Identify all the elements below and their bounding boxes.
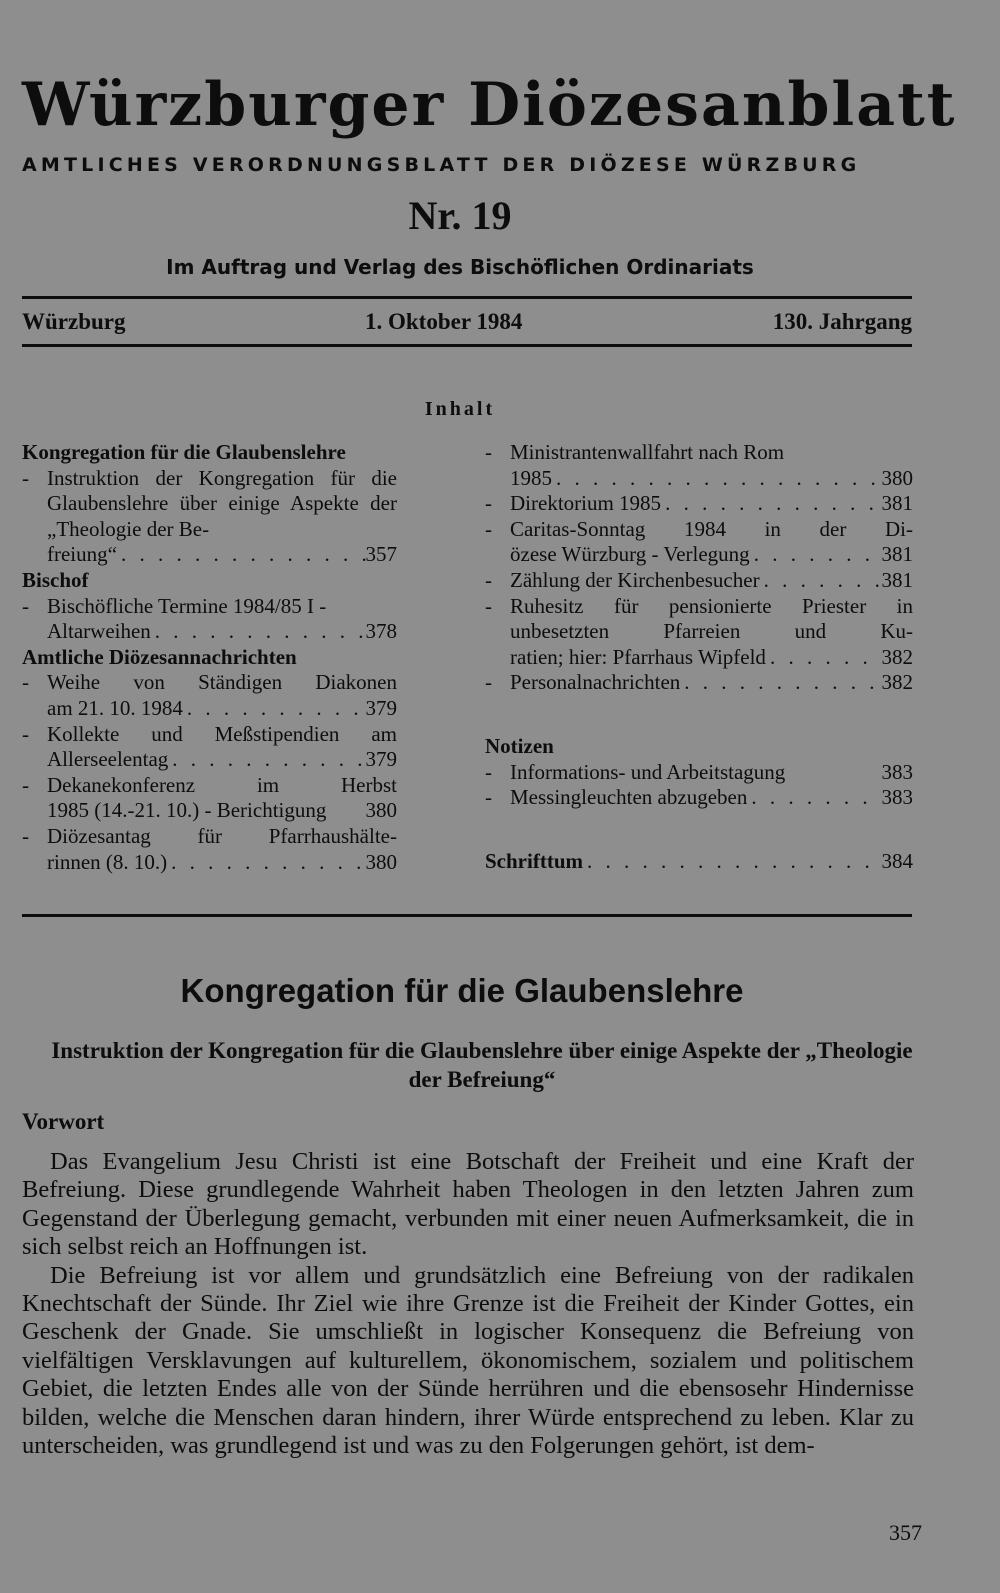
toc-left-column: [22, 440, 397, 875]
toc-entry-text: Altarweihen: [47, 619, 151, 644]
toc-entry-text: 1985 (14.-21. 10.) - Berichtigung: [47, 798, 327, 823]
toc-entry-text: Informations- und Arbeitstagung: [510, 759, 786, 784]
toc-category: Notizen: [485, 733, 554, 758]
toc-bottom-rule: [22, 914, 912, 917]
toc-category: Amtliche Diözesannachrichten: [22, 644, 297, 669]
toc-entry-text: Bischöfliche Termine 1984/85 I -: [47, 593, 327, 618]
toc-page-number: 381: [881, 491, 913, 516]
toc-entry: - Kollekte und Meßstipendien am Allerseelentag . . . 379: [22, 722, 397, 773]
toc-entry: - Direktorium 1985 . . . 381: [485, 491, 913, 517]
dateline-place: Würzburg: [22, 309, 126, 334]
toc-entry: - Ministrantenwallfahrt nach Rom 1985 . . . 380: [485, 440, 913, 491]
dateline-rule: [22, 344, 912, 347]
page-number: 357: [889, 1520, 922, 1545]
toc-entry-text: 1985: [510, 465, 552, 490]
toc-entry: - Zählung der Kirchenbesucher . . . 381: [485, 568, 913, 594]
paragraph: Das Evangelium Jesu Christi ist eine Botschaft der Freiheit und eine Kraft der Befreiung. Diese grundlegende Wahrheit haben Theologen in den letzten Jahren zum Gegenstand der Überlegung gemacht, verbunden mit einer neuen Aufmerksamkeit, die in sich selbst reich an Hoffnungen ist.: [22, 1148, 914, 1261]
toc-entry: - Informations- und Arbeitstagung 383: [485, 759, 913, 784]
toc-page-number: 380: [365, 798, 397, 823]
toc-entry: - Personalnachrichten . . . 382: [485, 670, 913, 696]
toc-page-number: 379: [365, 695, 397, 720]
toc-category-label: Schrifttum: [485, 848, 583, 873]
masthead-title: Würzburger Diözesanblatt: [22, 70, 957, 140]
toc-page-number: 380: [881, 465, 913, 490]
dateline-volume: 130. Jahrgang: [772, 309, 912, 334]
toc-page-number: 383: [881, 759, 913, 784]
toc-entry: - Caritas-Sonntag 1984 in der Di- özese Würzburg - Verlegung . . . 381: [485, 517, 913, 568]
toc-entry: - Diözesantag für Pfarrhaushälte- rinnen (8. 10.) . . . 380: [22, 824, 397, 875]
toc-page-number: 357: [365, 542, 397, 567]
toc-entry-text: Kollekte und Meßstipendien am: [47, 721, 397, 746]
publisher-line: Im Auftrag und Verlag des Bischöflichen Ordinariats: [166, 255, 754, 279]
toc-category: Kongregation für die Glaubenslehre: [22, 440, 346, 464]
dateline-date: 1. Oktober 1984: [365, 309, 523, 334]
toc-page-number: 381: [881, 567, 913, 592]
top-rule: [22, 296, 912, 299]
toc-entry-text: Messingleuchten abzugeben: [510, 785, 748, 810]
toc-entry-text: am 21. 10. 1984: [47, 695, 183, 720]
toc-entry-text: Direktorium 1985: [510, 491, 662, 516]
toc-page-number: 383: [881, 785, 913, 810]
body-text: [22, 1148, 914, 1460]
toc-entry: - Ruhesitz für pensionierte Priester in unbesetzten Pfarreien und Ku- ratien; hier: Pfarrhaus Wipfeld . . . 382: [485, 594, 913, 671]
document-subtitle: Instruktion der Kongregation für die Glaubenslehre über einige Aspekte der „Theologie der Befreiung“: [51, 1038, 913, 1092]
toc-entry-text: ratien; hier: Pfarrhaus Wipfeld: [510, 644, 766, 669]
section-title: Kongregation für die Glaubenslehre: [180, 972, 744, 1009]
toc-entry-text: Ruhesitz für pensionierte Priester in unbesetzten Pfarreien und Ku-: [510, 593, 913, 644]
toc-page-number: 380: [365, 849, 397, 874]
toc-page-number: 381: [881, 542, 913, 567]
toc-entry-text: Caritas-Sonntag 1984 in der Di-: [510, 516, 913, 541]
toc-entry-text: Ministrantenwallfahrt nach Rom: [510, 440, 785, 464]
toc-entry: - Instruktion der Kongregation für die Glaubenslehre über einige Aspekte der „Theologie der Be- freiung“ . . . 357: [22, 466, 397, 568]
toc-category: [485, 849, 913, 875]
toc-entry: - Messingleuchten abzugeben . . . 383: [485, 785, 913, 811]
toc-entry-text: freiung“: [47, 542, 117, 567]
toc-entry-text: Instruktion der Kongregation für die Glaubenslehre über einige Aspekte der „Theologie der Be-: [47, 465, 397, 541]
toc-right-column: [485, 440, 913, 874]
toc-page-number: 379: [365, 747, 397, 772]
toc-page-number: 382: [881, 644, 913, 669]
toc-page-number: 384: [881, 848, 913, 873]
preface-heading: Vorwort: [22, 1109, 105, 1134]
toc-entry-text: Zählung der Kirchenbesucher: [510, 567, 760, 592]
toc-page-number: 382: [881, 670, 913, 695]
toc-entry: - Dekanekonferenz im Herbst 1985 (14.-21. 10.) - Berichtigung 380: [22, 772, 397, 823]
masthead-subtitle: AMTLICHES VERORDNUNGSBLATT DER DIÖZESE WÜRZBURG: [22, 154, 861, 176]
toc-entry-text: Weihe von Ständigen Diakonen: [47, 670, 397, 695]
toc-entry-text: Allerseelentag: [47, 747, 169, 772]
dateline: [22, 309, 912, 341]
toc-entry: - Weihe von Ständigen Diakonen am 21. 10. 1984 . . . 379: [22, 670, 397, 721]
toc-entry-text: özese Würzburg - Verlegung: [510, 542, 750, 567]
paragraph: Die Befreiung ist vor allem und grundsätzlich eine Befreiung von der radikalen Knechtschaft der Sünde. Ihr Ziel wie ihre Grenze ist die Freiheit der Kinder Gottes, ein Geschenk der Gnade. Sie umschließt in logischer Konsequenz die Befreiung von vielfältigen Versklavungen auf kulturellem, ökonomischem, sozialem und politischem Gebiet, die letzten Endes alle von der Sünde herrühren und die ebensosehr Hindernisse bilden, welche die Menschen daran hindern, ihrer Würde entsprechend zu leben. Klar zu unterscheiden, was grundlegend ist und was zu den Folgerungen gehört, ist dem-: [22, 1261, 914, 1460]
toc-entry-text: rinnen (8. 10.): [47, 849, 168, 874]
toc-page-number: 378: [365, 619, 397, 644]
issue-number: Nr. 19: [408, 193, 512, 238]
toc-entry-text: Dekanekonferenz im Herbst: [47, 772, 397, 797]
toc-entry-text: Diözesantag für Pfarrhaushälte-: [47, 823, 397, 848]
toc-entry-text: Personalnachrichten: [510, 670, 681, 695]
toc-heading: Inhalt: [424, 398, 496, 420]
toc-category: Bischof: [22, 567, 89, 592]
toc-entry: - Bischöfliche Termine 1984/85 I - Altarweihen . . . 378: [22, 594, 397, 645]
